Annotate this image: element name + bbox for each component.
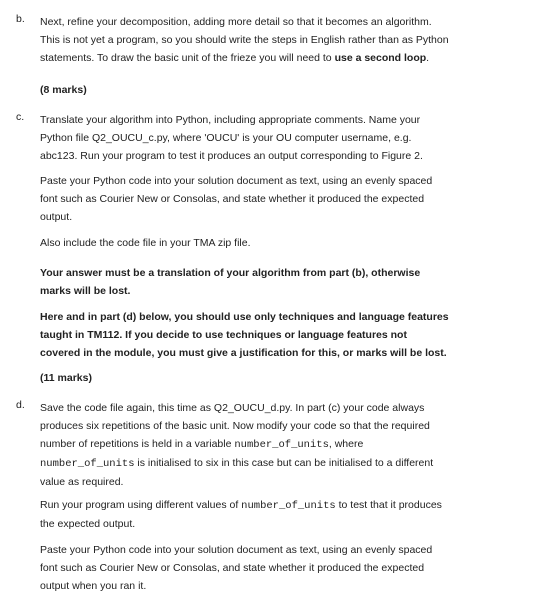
part-c-paste-paragraph xyxy=(40,172,520,226)
part-c-line-1: Translate your algorithm into Python, including appropriate comments. Name your xyxy=(40,114,421,126)
part-d-paste-line-1: Paste your Python code into your solution document as text, using an evenly spaced xyxy=(40,544,433,556)
part-d-paste-line-3: output when you ran it. xyxy=(40,580,147,592)
part-d-line-4-post: is initialised to six in this case but can be initialised to a different xyxy=(134,457,434,469)
variable-number-of-units: number_of_units xyxy=(241,500,336,512)
part-c-text xyxy=(40,111,520,165)
part-d-line-3-pre: number of repetitions is held in a variable xyxy=(40,438,235,450)
part-c-paste-line-3: output. xyxy=(40,211,73,223)
part-c-techniques-warning xyxy=(40,308,520,362)
part-b-line-3 xyxy=(40,49,520,67)
part-c-answer-line-1: Your answer must be a translation of your algorithm from part (b), otherwise xyxy=(40,267,421,279)
part-c-answer-warning xyxy=(40,264,520,300)
variable-number-of-units: number_of_units xyxy=(234,439,329,451)
part-d-text xyxy=(40,399,520,491)
part-d-run-pre: Run your program using different values of xyxy=(40,499,242,511)
part-c-zip-paragraph: Also include the code file in your TMA zip file. xyxy=(40,237,251,249)
part-d-run-line-1 xyxy=(40,496,520,515)
part-c-techniques-line-3: covered in the module, you must give a justification for this, or marks will be lost. xyxy=(40,347,447,359)
part-b-text xyxy=(40,13,520,67)
part-d-label: d. xyxy=(16,399,25,411)
part-b-label: b. xyxy=(16,13,25,25)
part-d-run-post: to test that it produces xyxy=(335,499,442,511)
part-d-line-1: Save the code file again, this time as Q2_OUCU_d.py. In part (c) your code always xyxy=(40,402,425,414)
part-c-marks: (11 marks) xyxy=(40,372,92,384)
part-b-emphasis-suffix: . xyxy=(426,52,430,64)
part-d-line-3-post: , where xyxy=(328,438,364,450)
part-c-line-3: abc123. Run your program to test it produces an output corresponding to Figure 2. xyxy=(40,150,423,162)
part-c-paste-line-2: font such as Courier New or Consolas, and state whether it produced the expected xyxy=(40,193,425,205)
part-d-run-line-2: the expected output. xyxy=(40,518,136,530)
part-d-line-3 xyxy=(40,435,520,454)
part-c-label: c. xyxy=(16,111,25,123)
part-c-paste-line-1: Paste your Python code into your solution document as text, using an evenly spaced xyxy=(40,175,433,187)
part-c-techniques-line-1: Here and in part (d) below, you should use only techniques and language features xyxy=(40,311,449,323)
part-b-line-2: This is not yet a program, so you should write the steps in English rather than as Python xyxy=(40,34,449,46)
part-b-emphasis: use a second loop xyxy=(334,52,427,64)
part-c-answer-line-2: marks will be lost. xyxy=(40,285,131,297)
part-d-paste-paragraph xyxy=(40,541,520,595)
variable-number-of-units: number_of_units xyxy=(40,458,135,470)
part-d-line-4 xyxy=(40,454,520,473)
part-b-line-3-text: statements. To draw the basic unit of the frieze you will need to xyxy=(40,52,332,64)
part-c-techniques-line-2: taught in TM112. If you decide to use techniques or language features not xyxy=(40,329,407,341)
part-d-run-paragraph xyxy=(40,496,520,533)
part-c-line-2: Python file Q2_OUCU_c.py, where 'OUCU' is your OU computer username, e.g. xyxy=(40,132,412,144)
part-d-paste-line-2: font such as Courier New or Consolas, and state whether it produced the expected xyxy=(40,562,425,574)
part-b-line-1: Next, refine your decomposition, adding more detail so that it becomes an algorithm. xyxy=(40,16,432,28)
part-d-line-2: produces six repetitions of the basic unit. Now modify your code so that the required xyxy=(40,420,430,432)
part-b-marks: (8 marks) xyxy=(40,84,87,96)
part-d-line-5: value as required. xyxy=(40,476,124,488)
